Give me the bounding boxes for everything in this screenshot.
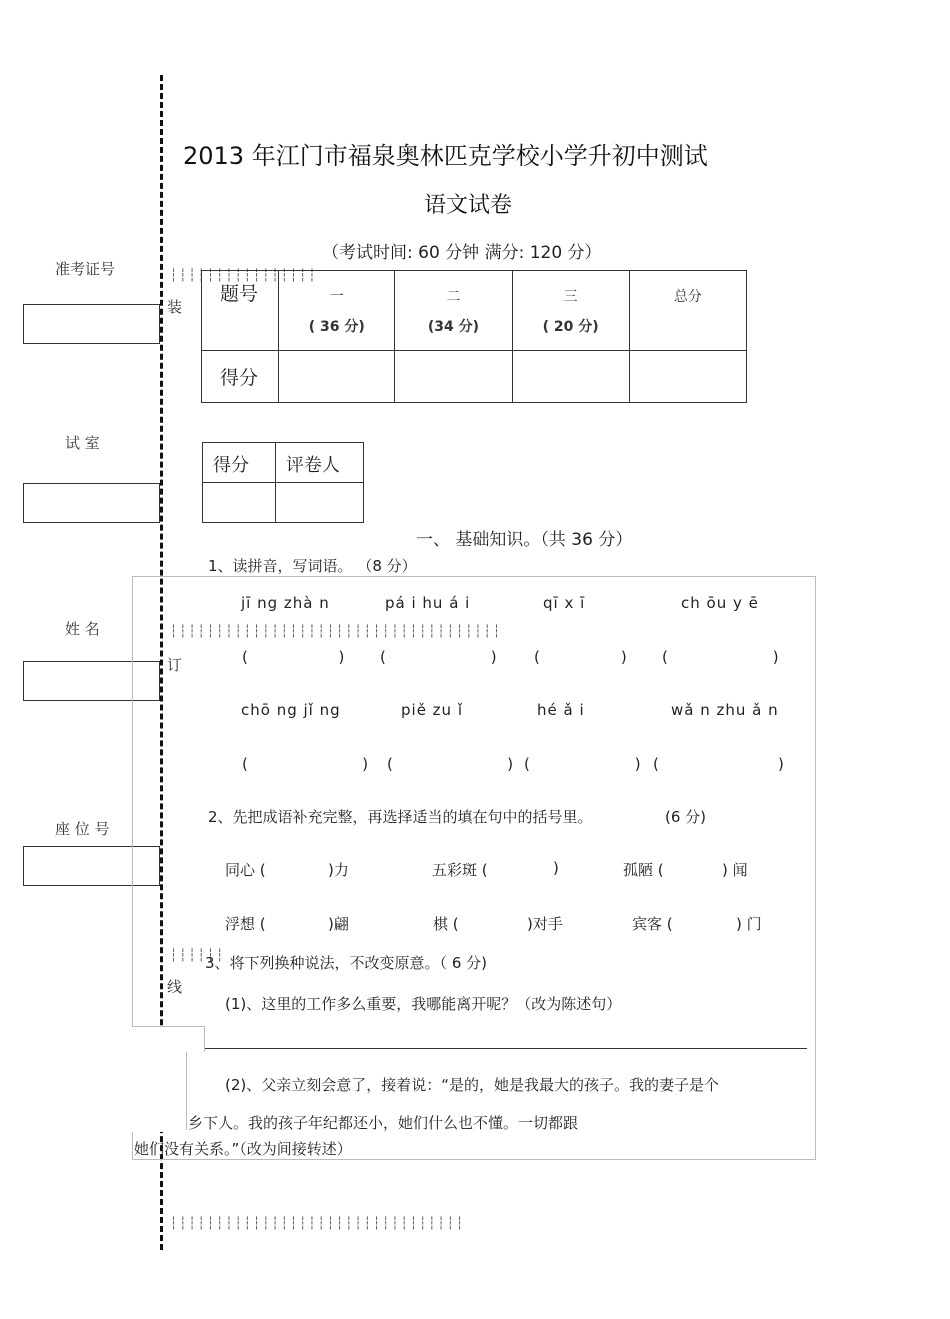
exam-info: （考试时间: 60 分钟 满分: 120 分） bbox=[322, 243, 602, 263]
idiom-part: 宾客 ( bbox=[632, 915, 673, 933]
question-frame-notch-edge bbox=[132, 1026, 204, 1027]
binding-dots: ┆┆┆┆┆┆ bbox=[170, 948, 226, 962]
column-number: 三 bbox=[563, 289, 578, 305]
pinyin-item: pá i hu á i bbox=[385, 594, 471, 612]
room-label: 试 室 bbox=[65, 434, 100, 452]
idiom-part: )翩 bbox=[328, 915, 349, 933]
idiom-part: 同心 ( bbox=[225, 861, 266, 879]
answer-blank[interactable]: ( ) bbox=[534, 648, 627, 666]
answer-blank[interactable]: ( ) bbox=[380, 648, 497, 666]
pinyin-item: chō ng jǐ ng bbox=[241, 701, 341, 719]
seat-label: 座 位 号 bbox=[55, 820, 110, 838]
q1-prompt: 1、读拼音，写词语。 （8 分） bbox=[208, 557, 417, 575]
answer-blank[interactable]: ( ) bbox=[242, 755, 369, 773]
idiom-part: )力 bbox=[328, 861, 349, 879]
pinyin-item: qī x ī bbox=[543, 594, 586, 612]
score-table-col-3 bbox=[512, 271, 629, 351]
idiom-part: 五彩斑 ( bbox=[432, 861, 488, 879]
answer-blank[interactable]: ( ) bbox=[653, 755, 784, 773]
q2-points: (6 分) bbox=[665, 808, 707, 826]
binding-dots: ┆┆┆┆┆┆┆┆┆┆┆┆┆┆┆┆┆┆┆┆┆┆┆┆┆┆┆┆┆┆┆┆┆┆┆┆ bbox=[170, 624, 503, 638]
binding-char-ding: 订 bbox=[167, 656, 183, 674]
exam-id-field[interactable] bbox=[23, 304, 160, 344]
q3-sub2-line3: 她们没有关系。”（改为间接转述） bbox=[134, 1140, 352, 1158]
idiom-part: 棋 ( bbox=[433, 915, 459, 933]
column-number: 二 bbox=[446, 289, 461, 305]
idiom-part: 浮想 ( bbox=[225, 915, 266, 933]
score-table-header-cell bbox=[202, 271, 279, 351]
answer-blank[interactable]: ( ) bbox=[387, 755, 514, 773]
grader-score-label: 得分 bbox=[213, 455, 249, 476]
answer-line[interactable] bbox=[205, 1048, 807, 1049]
score-table-col-1 bbox=[279, 271, 395, 351]
pinyin-item: hé ǎ i bbox=[537, 701, 585, 719]
q3-prompt: 3、将下列换种说法，不改变原意。（ 6 分) bbox=[205, 954, 487, 972]
idiom-part: ) 闻 bbox=[722, 861, 748, 879]
page-title: 2013 年江门市福泉奥林匹克学校小学升初中测试 bbox=[183, 142, 708, 170]
score-cell[interactable] bbox=[395, 351, 512, 403]
column-number: 一 bbox=[329, 289, 344, 305]
binding-dots: ┆┆┆┆┆┆┆┆┆┆┆┆┆┆┆┆ bbox=[170, 268, 318, 282]
score-row-label-cell bbox=[202, 351, 279, 403]
row-header-label: 题号 bbox=[220, 283, 259, 305]
exam-id-label: 准考证号 bbox=[55, 260, 116, 278]
score-table bbox=[201, 270, 747, 403]
column-points: (34 分) bbox=[427, 319, 480, 335]
idiom-part: ) bbox=[553, 859, 559, 877]
q3-sub1: (1)、这里的工作多么重要，我哪能离开呢？（改为陈述句） bbox=[225, 995, 622, 1013]
grader-score-header bbox=[203, 443, 276, 483]
score-cell[interactable] bbox=[629, 351, 746, 403]
q3-sub2-line1: (2)、父亲立刻会意了，接着说：“是的，她是我最大的孩子。我的妻子是个 bbox=[225, 1076, 720, 1094]
column-number: 总分 bbox=[673, 289, 702, 305]
q2-prompt: 2、先把成语补充完整，再选择适当的填在句中的括号里。 bbox=[208, 808, 593, 826]
binding-char-zhuang: 装 bbox=[167, 298, 183, 316]
pinyin-item: ch ōu y ē bbox=[681, 594, 759, 612]
grader-name-label: 评卷人 bbox=[285, 455, 340, 476]
score-table-col-2 bbox=[395, 271, 512, 351]
pinyin-item: jī ng zhà n bbox=[241, 594, 330, 612]
score-row-label: 得分 bbox=[220, 367, 259, 389]
section-1-heading: 一、 基础知识。（共 36 分） bbox=[416, 530, 633, 550]
score-cell[interactable] bbox=[512, 351, 629, 403]
name-label: 姓 名 bbox=[65, 620, 100, 638]
idiom-part: ) 门 bbox=[736, 915, 762, 933]
idiom-part: 孤陋 ( bbox=[623, 861, 664, 879]
question-frame-notch-edge bbox=[186, 1052, 187, 1130]
answer-blank[interactable]: ( ) bbox=[242, 648, 345, 666]
column-points: ( 20 分) bbox=[542, 319, 599, 335]
room-field[interactable] bbox=[23, 483, 160, 523]
grader-name-header bbox=[275, 443, 363, 483]
answer-blank[interactable]: ( ) bbox=[662, 648, 779, 666]
grader-score-cell[interactable] bbox=[203, 483, 276, 523]
column-points: ( 36 分) bbox=[308, 319, 365, 335]
score-cell[interactable] bbox=[279, 351, 395, 403]
grader-name-cell[interactable] bbox=[275, 483, 363, 523]
answer-blank[interactable]: ( ) bbox=[524, 755, 641, 773]
pinyin-item: piě zu ǐ bbox=[401, 701, 464, 719]
idiom-part: )对手 bbox=[527, 915, 563, 933]
page-subtitle: 语文试卷 bbox=[424, 193, 513, 218]
binding-char-xian: 线 bbox=[167, 978, 183, 996]
score-table-col-total bbox=[629, 271, 746, 351]
grader-table bbox=[202, 442, 364, 523]
q3-sub2-line2: 乡下人。我的孩子年纪都还小，她们什么也不懂。一切都跟 bbox=[188, 1114, 579, 1132]
binding-dots: ┆┆┆┆┆┆┆┆┆┆┆┆┆┆┆┆┆┆┆┆┆┆┆┆┆┆┆┆┆┆┆┆ bbox=[170, 1216, 466, 1230]
pinyin-item: wǎ n zhu ǎ n bbox=[671, 701, 779, 719]
